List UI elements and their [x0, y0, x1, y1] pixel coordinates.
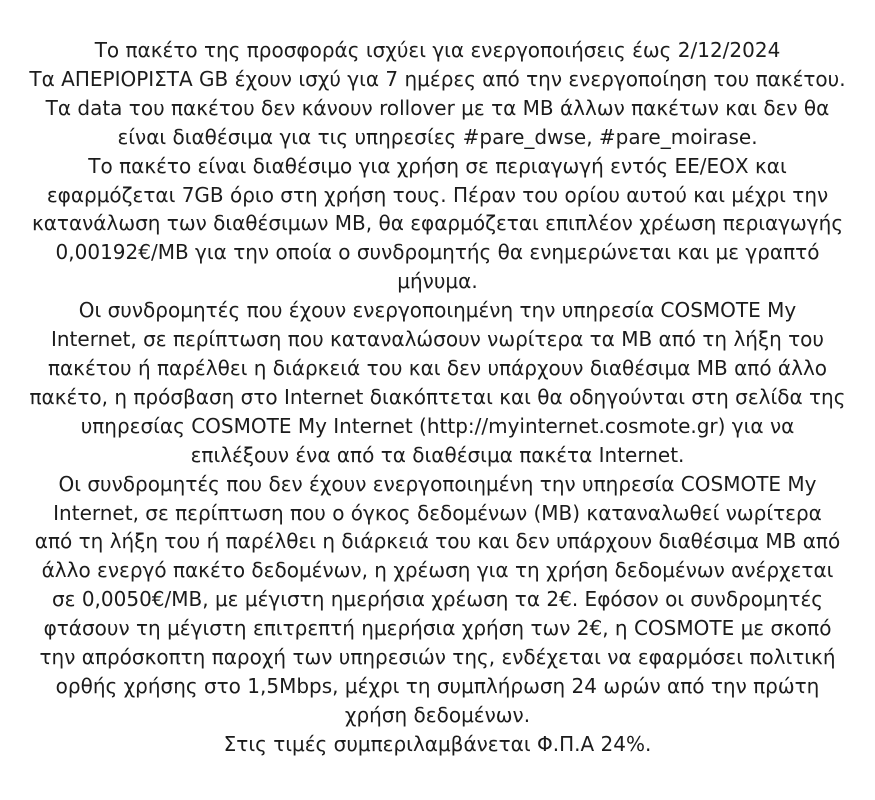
terms-line: φτάσουν τη μέγιστη επιτρεπτή ημερήσια χρήση των 2€, η COSMOTE με σκοπό	[43, 616, 832, 641]
terms-line: επιλέξουν ένα από τα διαθέσιμα πακέτα Internet.	[190, 442, 685, 467]
terms-line: Το πακέτο είναι διαθέσιμο για χρήση σε περιαγωγή εντός ΕΕ/ΕΟΧ και	[88, 153, 787, 178]
terms-line: Τα data του πακέτου δεν κάνουν rollover με τα MB άλλων πακέτων και δεν θα	[45, 95, 830, 120]
terms-line: από τη λήξη του ή παρέλθει η διάρκειά του και δεν υπάρχουν διαθέσιμα MB από	[34, 529, 841, 554]
terms-line: Στις τιμές συμπεριλαμβάνεται Φ.Π.Α 24%.	[223, 731, 652, 756]
terms-line: Internet, σε περίπτωση που ο όγκος δεδομένων (MB) καταναλωθεί νωρίτερα	[53, 500, 822, 525]
terms-line: Τα ΑΠΕΡΙΟΡΙΣΤΑ GB έχουν ισχύ για 7 ημέρες από την ενεργοποίηση του πακέτου.	[29, 66, 846, 91]
terms-line: 0,00192€/MB για την οποία ο συνδρομητής θα ενημερώνεται και με γραπτό	[55, 240, 820, 265]
terms-line: Οι συνδρομητές που έχουν ενεργοποιημένη την υπηρεσία COSMOTE My	[78, 298, 797, 323]
terms-line: χρήση δεδομένων.	[344, 702, 531, 727]
terms-line: υπηρεσίας COSMOTE My Internet (http://myinternet.cosmote.gr) για να	[80, 413, 795, 438]
terms-line: ορθής χρήσης στο 1,5Mbps, μέχρι τη συμπλήρωση 24 ωρών από την πρώτη	[55, 673, 820, 698]
terms-line: πακέτου ή παρέλθει η διάρκειά του και δεν υπάρχουν διαθέσιμα MB από άλλο	[47, 355, 828, 380]
terms-line: εφαρμόζεται 7GB όριο στη χρήση τους. Πέραν του ορίου αυτού και μέχρι την	[46, 182, 829, 207]
terms-line: Το πακέτο της προσφοράς ισχύει για ενεργοποιήσεις έως 2/12/2024	[94, 38, 781, 62]
terms-line: άλλο ενεργό πακέτο δεδομένων, η χρέωση για τη χρήση δεδομένων ανέρχεται	[41, 558, 834, 583]
terms-line: την απρόσκοπτη παροχή των υπηρεσιών της, ενδέχεται να εφαρμόσει πολιτική	[39, 645, 836, 670]
terms-line: μήνυμα.	[397, 269, 478, 294]
terms-line: Internet, σε περίπτωση που καταναλώσουν νωρίτερα τα MB από τη λήξη του	[50, 327, 824, 352]
terms-line: Οι συνδρομητές που δεν έχουν ενεργοποιημένη την υπηρεσία COSMOTE My	[58, 471, 817, 496]
terms-line: πακέτο, η πρόσβαση στο Internet διακόπτεται και θα οδηγούνται στη σελίδα της	[29, 384, 846, 409]
terms-line: σε 0,0050€/MB, με μέγιστη ημερήσια χρέωση τα 2€. Εφόσον οι συνδρομητές	[51, 587, 824, 612]
terms-line: είναι διαθέσιμα για τις υπηρεσίες #pare_dwse, #pare_moirase.	[117, 124, 758, 149]
terms-line: κατανάλωση των διαθέσιμων MB, θα εφαρμόζεται επιπλέον χρέωση περιαγωγής	[31, 211, 844, 236]
